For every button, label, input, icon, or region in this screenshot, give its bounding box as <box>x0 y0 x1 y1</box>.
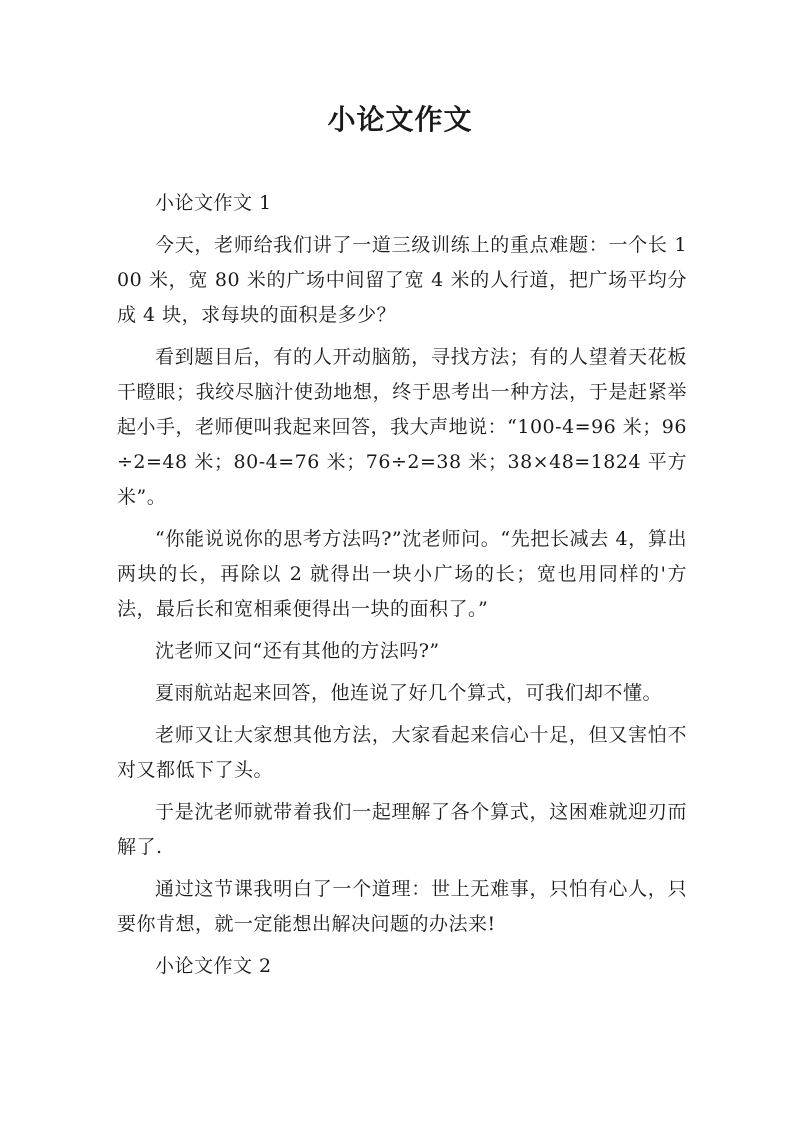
paragraph-problem: 今天，老师给我们讲了一道三级训练上的重点难题：一个长 100 米，宽 80 米的广场中间留了宽 4 米的人行道，把广场平均分成 4 块，求每块的面积是多少？ <box>117 234 687 326</box>
paragraph-explanation: “你能说说你的思考方法吗?”沈老师问。“先把长减去 4，算出两块的长，再除以 2 就得出一块小广场的长；宽也用同样的'方法，最后长和宽相乘便得出一块的面积了。” <box>117 528 687 620</box>
paragraph-solution: 看到题目后，有的人开动脑筋，寻找方法；有的人望着天花板干瞪眼；我绞尽脑汁使劲地想，终于思考出一种方法，于是赶紧举起小手，老师便叫我起来回答，我大声地说：“100-4=96 米；96÷2=48 米；80-4=76 米；76÷2=38 米；38×48=1824 平方米”。 <box>117 346 687 508</box>
paragraph-question: 沈老师又问“还有其他的方法吗?” <box>155 640 440 662</box>
paragraph-classmate: 夏雨航站起来回答，他连说了好几个算式，可我们却不懂。 <box>155 682 663 704</box>
paragraph-others: 老师又让大家想其他方法，大家看起来信心十足，但又害怕不对又都低下了头。 <box>117 724 687 781</box>
document-body <box>117 186 687 984</box>
paragraph-understanding: 于是沈老师就带着我们一起理解了各个算式，这困难就迎刃而解了. <box>117 801 687 858</box>
document-title: 小论文作文 <box>327 103 473 136</box>
section-heading-1: 小论文作文 1 <box>155 192 272 214</box>
section-heading-2: 小论文作文 2 <box>155 955 272 977</box>
paragraph-conclusion: 通过这节课我明白了一个道理：世上无难事，只怕有心人，只要你肯想，就一定能想出解决问题的办法来! <box>117 878 687 935</box>
